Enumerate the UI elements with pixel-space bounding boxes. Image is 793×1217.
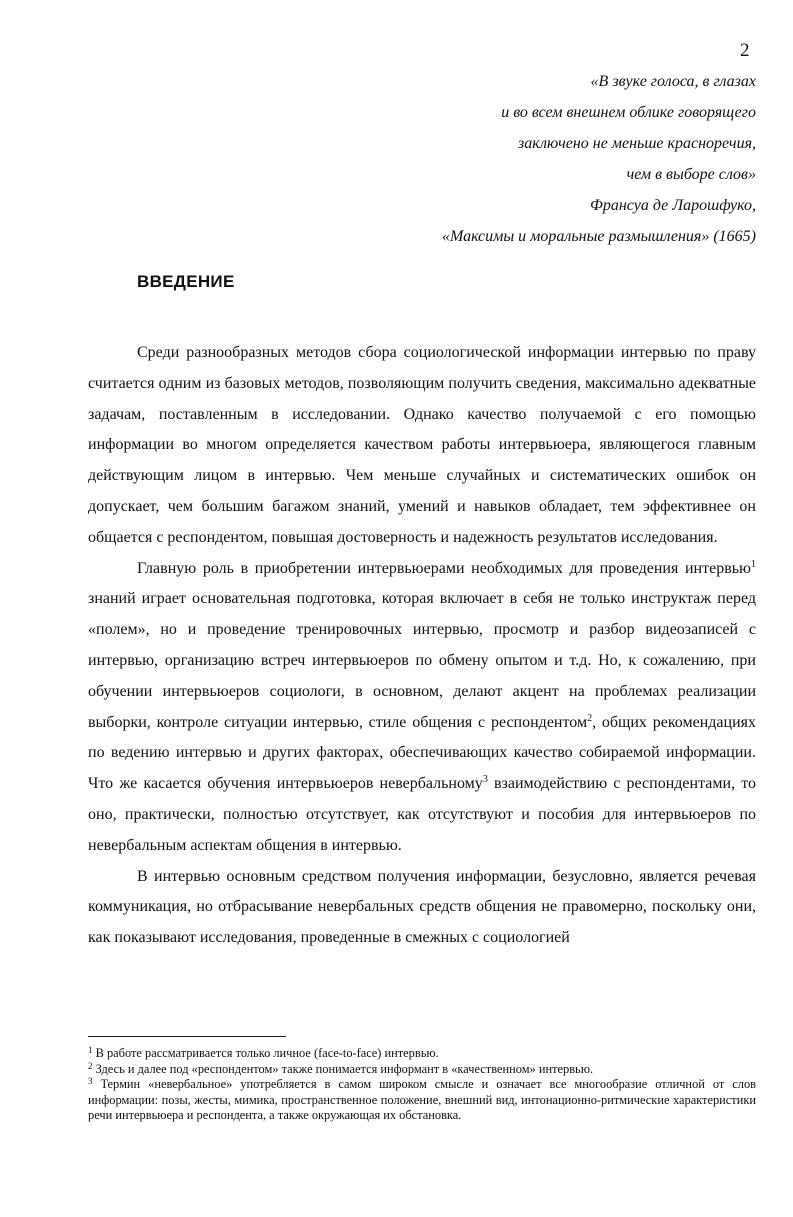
paragraph-3: В интервью основным средством получения информации, безусловно, является речевая коммуникация, но отбрасывание невербальных средств общения не правомерно, поскольку они, как показывают исследования, проведенные в смежных с социологией [88,867,756,947]
paragraph-2-part-c: , общих рекомендациях по ведению интервью и других факторах, обеспечивающих качество собираемой информации. Что же касается обучения интервьюеров невербальному [88,713,757,793]
footnote-1 [88,1046,756,1062]
paragraph-2-part-a: Главную роль в приобретении интервьюерами необходимых для проведения интервью [137,559,751,577]
paragraph-2-part-d: взаимодействию с респондентами, то оно, практически, полностью отсутствует, как отсутствуют и пособия для интервьюеров по невербальным аспектам общения в интервью. [88,775,756,854]
page-number: 2 [740,40,750,61]
epigraph [442,66,756,252]
epigraph-source: «Максимы и моральные размышления» (1665) [442,228,756,245]
footnotes [88,1046,756,1124]
footnote-divider [88,1036,286,1037]
footnote-2 [88,1062,756,1078]
footnote-3 [88,1077,756,1124]
section-heading: ВВЕДЕНИЕ [137,272,235,291]
footnote-mark-2: 2 [587,712,593,724]
epigraph-line: и во всем внешнем облике говорящего [501,104,756,121]
epigraph-author: Франсуа де Ларошфуко, [589,197,756,214]
footnote-mark-1: 1 [751,558,756,570]
footnote-2-mark: 2 [88,1060,93,1071]
footnote-2-text: Здесь и далее под «респондентом» также понимается информант в «качественном» интервью. [92,1061,594,1076]
footnote-3-text: Термин «невербальное» употребляется в самом широком смысле и означает все многообразие отличной от слов информации: позы, жесты, мимика, пространственное положение, внешний вид, интонационно-ритмические характеристики речи интервьюера и респондента, а также окружающая их обстановка. [88,1077,756,1122]
footnote-3-mark: 3 [88,1076,93,1086]
epigraph-line: заключено не меньше красноречия, [518,135,756,152]
paragraph-2 [88,554,756,862]
paragraph-1: Среди разнообразных методов сбора социологической информации интервью по праву считается одним из базовых методов, позволяющим получить сведения, максимально адекватные задачам, поставленным в исследовании. Однако качество получаемой с его помощью информации во многом определяется качеством работы интервьюера, являющегося главным действующим лицом в интервью. Чем меньше случайных и систематических ошибок он допускает, чем большим багажом знаний, умений и навыков обладает, тем эффективнее он общается с респондентом, повышая достоверность и надежность результатов исследования. [88,344,756,546]
footnote-1-mark: 1 [88,1045,93,1055]
epigraph-line: чем в выборе слов» [626,166,756,183]
epigraph-line: «В звуке голоса, в глазах [590,73,756,90]
footnote-mark-3: 3 [482,774,488,786]
paragraph-2-part-b: знаний играет основательная подготовка, которая включает в себя не только инструктаж перед «полем», но и проведение тренировочных интервью, просмотр и разбор видеозаписей с интервью, организацию встреч интервьюеров по обмену опытом и т.д. Но, к сожалению, при обучении интервьюеров социологи, в основном, делают акцент на проблемах реализации выборки, контроле ситуации интервью, стиле общения с респондентом [88,590,756,731]
footnote-1-text: В работе рассматривается только личное (face-to-face) интервью. [92,1046,439,1060]
body-text [88,338,756,954]
